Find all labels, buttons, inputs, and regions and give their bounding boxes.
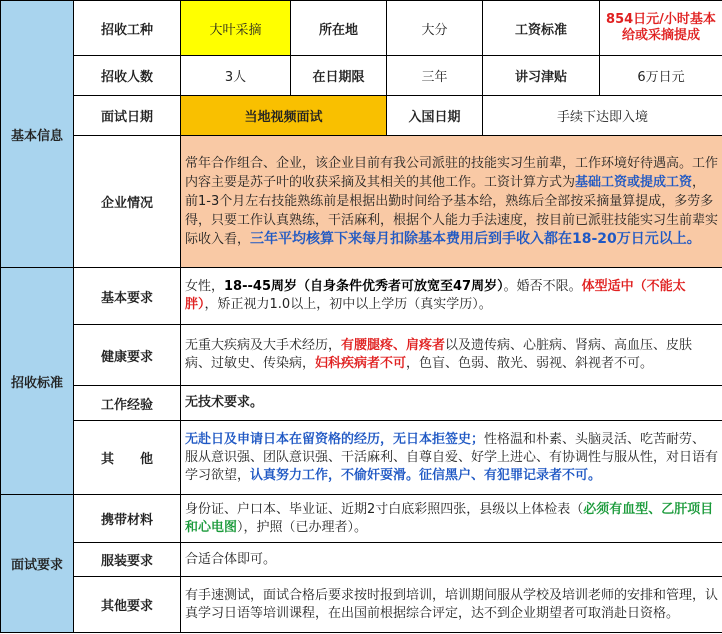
other-standards-text-1: 无赴日及申请日本在留资格的经历，无日本拒签史； <box>185 431 485 447</box>
interview-date-value: 当地视频面试 <box>181 96 387 136</box>
row-experience <box>1 386 722 421</box>
health-text-5: ，色盲、色弱、散光、弱视、斜视者不可。 <box>406 356 654 371</box>
materials-label: 携带材料 <box>74 495 181 543</box>
section-standards: 招收标准 <box>1 268 74 495</box>
location-value: 大分 <box>387 1 483 56</box>
job-type-label: 招收工种 <box>74 1 181 56</box>
location-label: 所在地 <box>291 1 387 56</box>
wage-value: 854日元/小时基本给或采摘提成 <box>606 12 716 43</box>
interview-date-label: 面试日期 <box>74 96 181 136</box>
row-other-interview <box>1 577 722 633</box>
company-text-3: ，前1-3个月左右技能熟练前是根据出勤时间给予基本给，熟练后全部按采摘量算提成，多劳多得，只要工作认真熟练，干活麻利，根据个人能力手法速度，按目前已派驻技能实习生前辈实际收入看， <box>185 175 719 247</box>
other-standards-text-3: 认真努力工作，不偷奸耍滑。征信黑户、有犯罪记录者不可。 <box>250 467 602 483</box>
count-value: 3人 <box>181 56 291 96</box>
health-text-3: 以及遗传病、心脏病、肾病、高血压、皮肤病、过敏史、传染病， <box>185 338 693 371</box>
other-interview-value: 有手速测试，面试合格后要求按时报到培训，培训期间服从学校及培训老师的安排和管理，认真学习日语等培训课程，在出国前根据综合评定，达不到企业期望者可取消赴日资格。 <box>181 577 722 633</box>
company-label: 企业情况 <box>74 136 181 268</box>
experience-value: 无技术要求。 <box>181 386 722 421</box>
row-materials <box>1 495 722 543</box>
term-label: 在日期限 <box>291 56 387 96</box>
health-text-1: 无重大疾病及大手术经历， <box>185 338 342 353</box>
basic-req-text-4: 体型适中（不能太胖） <box>185 279 686 312</box>
materials-text-3: ），护照（已办理者）。 <box>237 519 368 535</box>
health-value <box>181 325 722 386</box>
company-text-4: 三年平均核算下来每月扣除基本费用后到手收入都在18-20万日元以上。 <box>250 231 701 247</box>
wage-value-cell <box>600 1 722 56</box>
entry-date-value: 手续下达即入境 <box>483 96 722 136</box>
other-standards-label: 其 他 <box>74 421 181 495</box>
materials-value <box>181 495 722 543</box>
company-text-1: 常年合作组合、企业，该企业目前有我公司派驻的技能实习生前辈，工作环境好待遇高。工作内容主要是苏子叶的收获采摘及其相关的其他工作。工资计算方式为 <box>185 156 719 190</box>
materials-text-2: 必须有血型、乙肝项目和心电图 <box>185 501 714 535</box>
row-count <box>1 56 722 96</box>
basic-req-label: 基本要求 <box>74 268 181 325</box>
entry-date-label: 入国日期 <box>387 96 483 136</box>
section-basic-info: 基本信息 <box>1 1 74 268</box>
row-health <box>1 325 722 386</box>
job-type-value: 大叶采摘 <box>181 1 291 56</box>
allowance-value: 6万日元 <box>600 56 722 96</box>
section-interview: 面试要求 <box>1 495 74 633</box>
wage-label: 工资标准 <box>483 1 600 56</box>
clothing-value: 合适合体即可。 <box>181 543 722 577</box>
basic-req-text-5: ，矫正视力1.0以上，初中以上学历（真实学历）。 <box>204 297 492 312</box>
row-basic-requirements <box>1 268 722 325</box>
basic-req-text-3: 。婚否不限。 <box>503 279 582 294</box>
basic-req-value <box>181 268 722 325</box>
basic-req-text-1: 女性， <box>185 279 225 294</box>
health-text-2: 有腰腿疼、肩疼者 <box>341 338 446 353</box>
other-interview-label: 其他要求 <box>74 577 181 633</box>
materials-text-1: 身份证、户口本、毕业证、近期2寸白底彩照四张，县级以上体检表（ <box>185 501 584 517</box>
row-clothing <box>1 543 722 577</box>
allowance-label: 讲习津贴 <box>483 56 600 96</box>
company-description <box>181 136 722 268</box>
count-label: 招收人数 <box>74 56 181 96</box>
row-company <box>1 136 722 268</box>
experience-label: 工作经验 <box>74 386 181 421</box>
other-standards-value <box>181 421 722 495</box>
row-job-type <box>1 1 722 56</box>
row-other-standards <box>1 421 722 495</box>
company-text-2: 基础工资或提成工资 <box>575 175 693 190</box>
row-interview-date <box>1 96 722 136</box>
health-label: 健康要求 <box>74 325 181 386</box>
other-standards-text-2: 性格温和朴素、头脑灵活、吃苦耐劳、服从意识强、团队意识强、干活麻利、自尊自爱、好学上进心、有协调性与服从性，对日语有学习欲望， <box>185 431 719 483</box>
basic-req-text-2: 18--45周岁（自身条件优秀者可放宽至47周岁） <box>224 279 504 294</box>
health-text-4: 妇科疾病者不可 <box>315 356 407 371</box>
clothing-label: 服装要求 <box>74 543 181 577</box>
term-value: 三年 <box>387 56 483 96</box>
